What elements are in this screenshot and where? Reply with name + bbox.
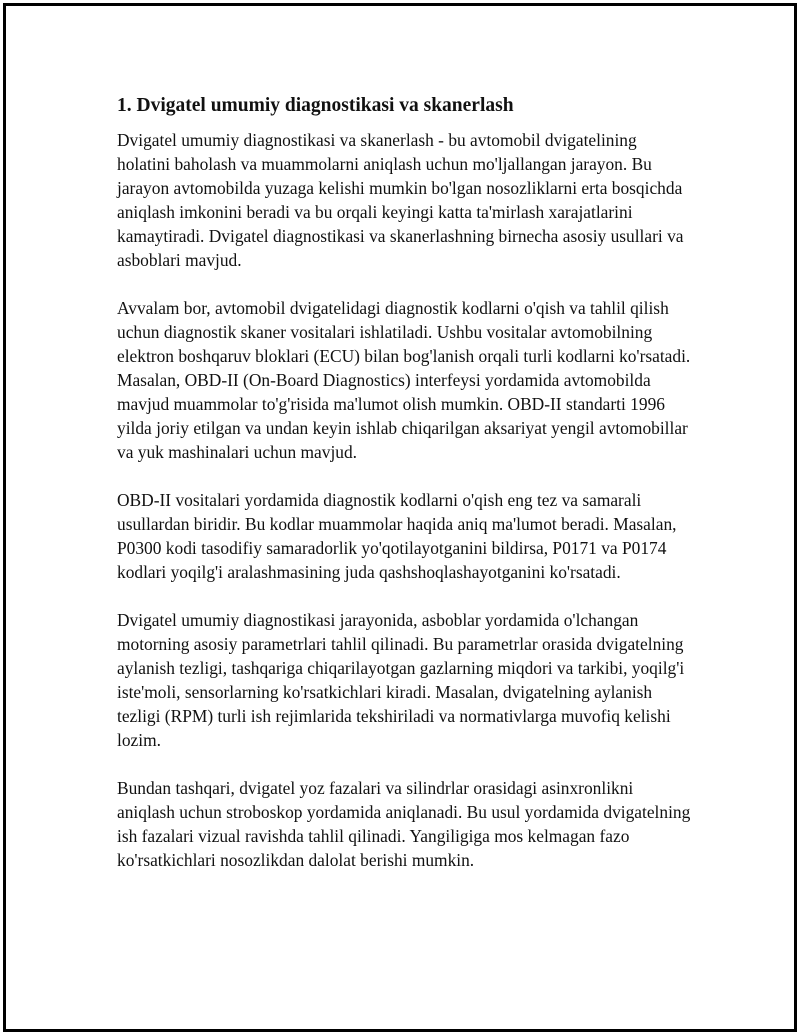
paragraph-3: OBD-II vositalari yordamida diagnostik kodlarni o'qish eng tez va samarali usullardan biridir. Bu kodlar muammolar haqida aniq ma'lumot beradi. Masalan, P0300 kodi tasodifiy samaradorlik yo'qotilayotganini bildirsa, P0171 va P0174 kodlari yoqilg'i aralashmasining juda qashshoqlashayotganini ko'rsatadi. <box>117 490 677 582</box>
paragraph-5: Bundan tashqari, dvigatel yoz fazalari va silindrlar orasidagi asinxronlikni aniqlash uchun stroboskop yordamida aniqlanadi. Bu usul yordamida dvigatelning ish fazalari vizual ravishda tahlil qilinadi. Yangiligiga mos kelmagan fazo ko'rsatkichlari nosozlikdan dalolat berishi mumkin. <box>117 778 691 870</box>
paragraph-4: Dvigatel umumiy diagnostikasi jarayonida, asboblar yordamida o'lchangan motorning asosiy parametrlari tahlil qilinadi. Bu parametrlar orasida dvigatelning aylanish tezligi, tashqariga chiqarilayotgan gazlarning miqdori va tarkibi, yoqilg'i iste'moli, sensorlarning ko'rsatkichlari kiradi. Masalan, dvigatelning aylanish tezligi (RPM) turli ish rejimlarida tekshiriladi va normativlarga muvofiq kelishi lozim. <box>117 610 685 750</box>
document-body <box>117 92 692 896</box>
paragraph-2: Avvalam bor, avtomobil dvigatelidagi diagnostik kodlarni o'qish va tahlil qilish uchun diagnostik skaner vositalari ishlatiladi. Ushbu vositalar avtomobilning elektron boshqaruv bloklari (ECU) bilan bog'lanish orqali turli kodlarni ko'rsatadi. Masalan, OBD-II (On-Board Diagnostics) interfeysi yordamida avtomobilda mavjud muammolar to'g'risida ma'lumot olish mumkin. OBD-II standarti 1996 yilda joriy etilgan va undan keyin ishlab chiqarilgan aksariyat yengil avtomobillar va yuk mashinalari uchun mavjud. <box>117 298 691 462</box>
paragraph-1: Dvigatel umumiy diagnostikasi va skanerlash - bu avtomobil dvigatelining holatini baholash va muammolarni aniqlash uchun mo'ljallangan jarayon. Bu jarayon avtomobilda yuzaga kelishi mumkin bo'lgan nosozliklarni erta bosqichda aniqlash imkonini beradi va bu orqali keyingi katta ta'mirlash xarajatlarini kamaytiradi. Dvigatel diagnostikasi va skanerlashning birnecha asosiy usullari va asboblari mavjud. <box>117 130 684 270</box>
section-title: 1. Dvigatel umumiy diagnostikasi va skanerlash <box>117 95 514 116</box>
